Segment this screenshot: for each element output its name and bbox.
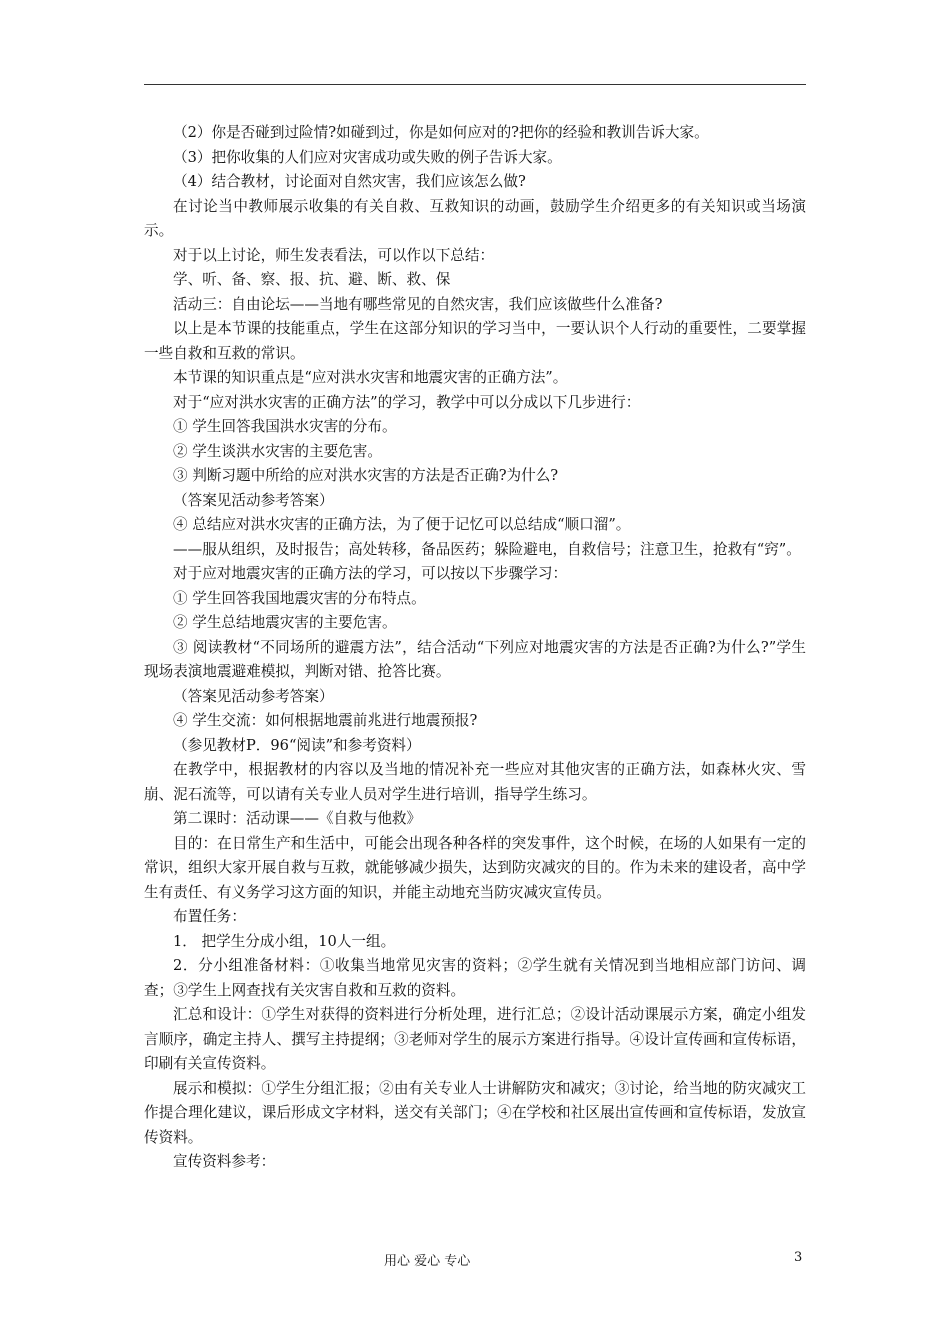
paragraph: ② 学生总结地震灾害的主要危害。 (173, 614, 397, 631)
paragraph: 布置任务： (173, 908, 246, 925)
paragraph: ① 学生回答我国地震灾害的分布特点。 (173, 589, 426, 607)
paragraph: 第二课时：活动课——《自救与他救》 (173, 810, 422, 827)
paragraph: 1． 把学生分成小组，10人一组。 (173, 932, 396, 950)
document-body (144, 121, 806, 1175)
paragraph: 汇总和设计：①学生对获得的资料进行分析处理，进行汇总；②设计活动课展示方案，确定小组发言顺序，确定主持人、撰写主持提纲；③老师对学生的展示方案进行指导。④设计宣传画和宣传标语，印刷有关宣传资料。 (144, 1006, 806, 1072)
paragraph: 活动三：自由论坛——当地有哪些常见的自然灾害，我们应该做些什么准备? (173, 295, 663, 313)
paragraph: ④ 学生交流：如何根据地震前兆进行地震预报? (173, 712, 478, 729)
paragraph: ② 学生谈洪水灾害的主要危害。 (173, 442, 382, 460)
paragraph: 对于应对地震灾害的正确方法的学习，可以按以下步骤学习： (173, 565, 568, 582)
paragraph: 对于以上讨论，师生发表看法，可以作以下总结： (173, 246, 495, 264)
paragraph: ③ 阅读教材“不同场所的避震方法”，结合活动“下列应对地震灾害的方法是否正确?为什么?”学生现场表演地震避难模拟，判断对错、抢答比赛。 (144, 638, 806, 680)
paragraph: 在讨论当中教师展示收集的有关自救、互救知识的动画，鼓励学生介绍更多的有关知识或当场演示。 (144, 197, 806, 239)
footer-text: 用心 爱心 专心 (384, 1254, 471, 1269)
header-rule (144, 84, 806, 85)
paragraph: 学、听、备、察、报、抗、避、断、救、保 (173, 271, 451, 288)
paragraph: 本节课的知识重点是“应对洪水灾害和地震灾害的正确方法”。 (173, 369, 568, 386)
paragraph: 宣传资料参考： (173, 1153, 276, 1170)
paragraph: 展示和模拟：①学生分组汇报；②由有关专业人士讲解防灾和减灾；③讨论，给当地的防灾减灾工作提合理化建议，课后形成文字材料，送交有关部门；④在学校和社区展出宣传画和宣传标语，发放宣传资料。 (144, 1079, 806, 1146)
paragraph: （4）结合教材，讨论面对自然灾害，我们应该怎么做? (173, 173, 526, 190)
paragraph: ④ 总结应对洪水灾害的正确方法，为了便于记忆可以总结成“顺口溜”。 (173, 516, 631, 533)
paragraph: ——服从组织，及时报告；高处转移，备品医药；躲险避电，自救信号；注意卫生，抢救有“窍”。 (173, 540, 801, 558)
paragraph: （答案见活动参考答案） (173, 491, 334, 509)
page-number: 3 (794, 1250, 803, 1265)
paragraph: （2）你是否碰到过险情?如碰到过，你是如何应对的?把你的经验和教训告诉大家。 (173, 124, 709, 141)
paragraph: 目的：在日常生产和生活中，可能会出现各种各样的突发事件，这个时候，在场的人如果有一定的常识，组织大家开展自救与互救，就能够减少损失，达到防灾减灾的目的。作为未来的建设者，高中学生有责任、有义务学习这方面的知识，并能主动地充当防灾减灾宣传员。 (144, 834, 806, 901)
paragraph: 在教学中，根据教材的内容以及当地的情况补充一些应对其他灾害的正确方法，如森林火灾、雪崩、泥石流等，可以请有关专业人员对学生进行培训，指导学生练习。 (144, 761, 806, 803)
paragraph: 2．分小组准备材料：①收集当地常见灾害的资料；②学生就有关情况到当地相应部门访问、调查；③学生上网查找有关灾害自救和互救的资料。 (144, 957, 806, 999)
paragraph: （3）把你收集的人们应对灾害成功或失败的例子告诉大家。 (173, 148, 562, 166)
paragraph: （参见教材P．96“阅读”和参考资料） (173, 736, 421, 754)
paragraph: 以上是本节课的技能重点，学生在这部分知识的学习当中，一要认识个人行动的重要性，二要掌握一些自救和互救的常识。 (144, 320, 806, 362)
paragraph: （答案见活动参考答案） (173, 687, 334, 705)
paragraph: 对于“应对洪水灾害的正确方法”的学习，教学中可以分成以下几步进行： (173, 393, 641, 411)
paragraph: ③ 判断习题中所给的应对洪水灾害的方法是否正确?为什么? (173, 467, 559, 484)
paragraph: ① 学生回答我国洪水灾害的分布。 (173, 418, 397, 435)
